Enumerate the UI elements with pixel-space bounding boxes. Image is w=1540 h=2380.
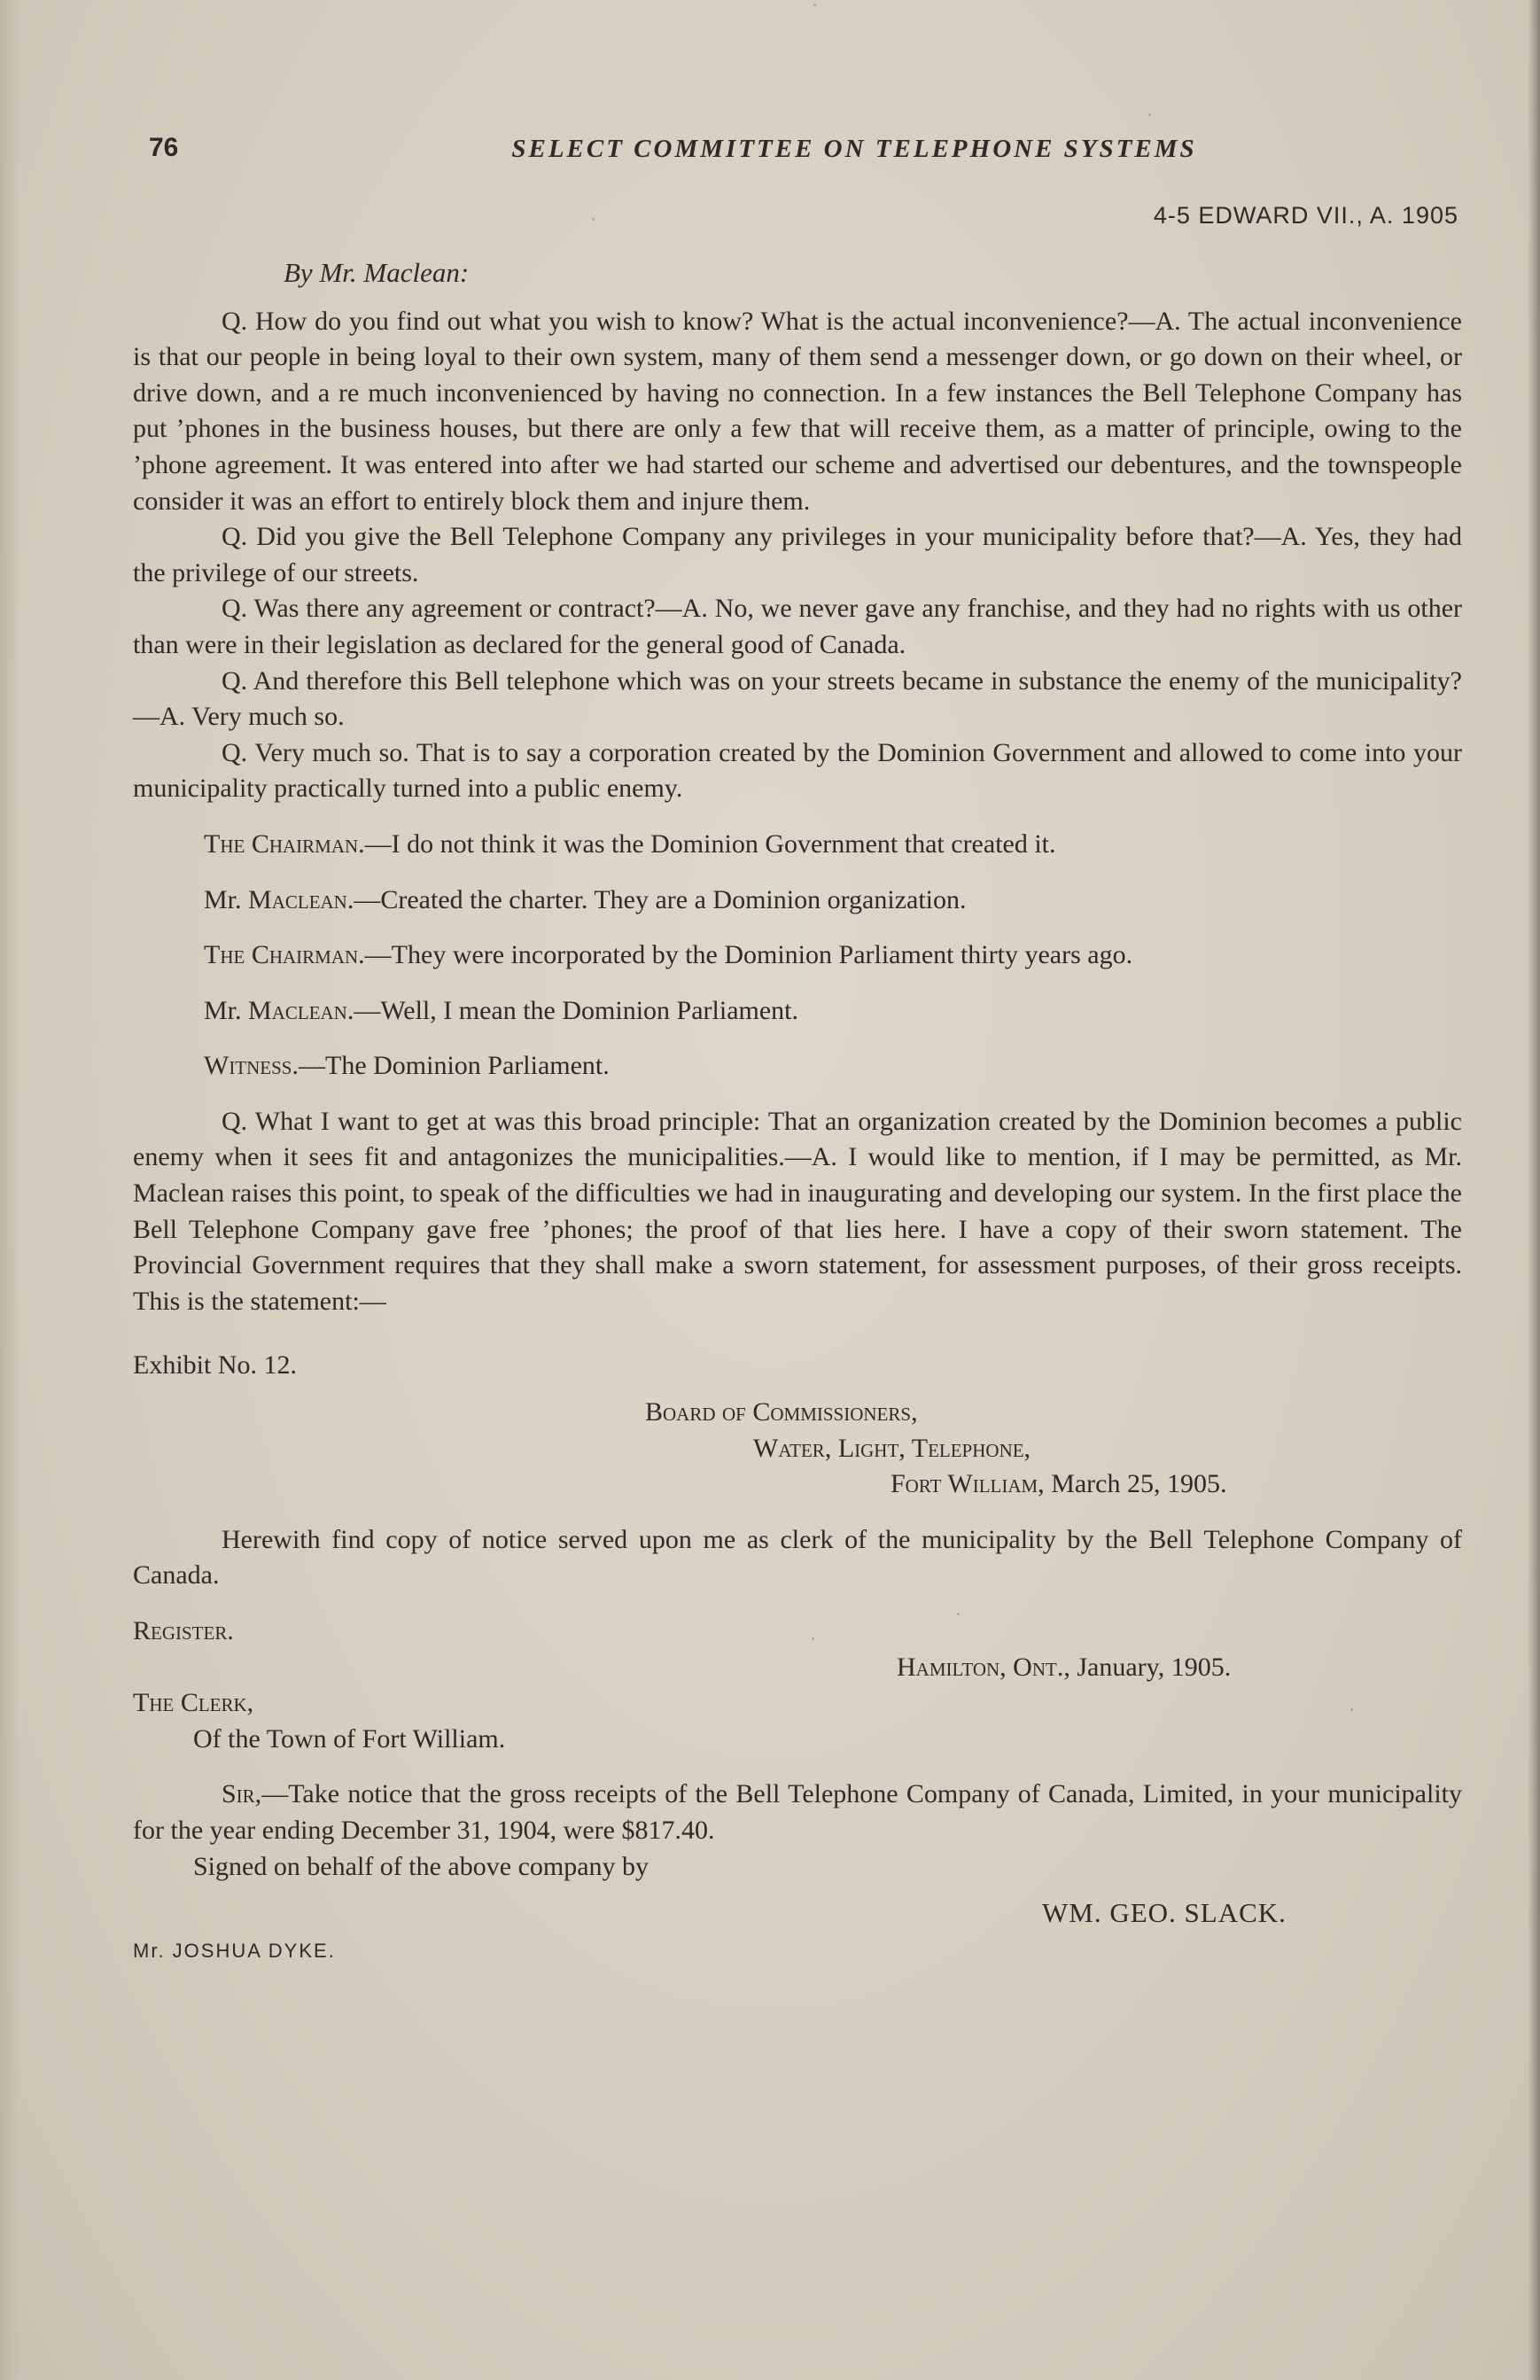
salutation: Sir, (222, 1779, 262, 1809)
dialogue-text: —Well, I mean the Dominion Parliament. (354, 995, 798, 1025)
paragraph: Q. Was there any agreement or contract?—A. No, we never gave any franchise, and they had no rights with us other than were in their legislation as declared for the general good of Canada. (133, 594, 1462, 659)
dateline-place: Hamilton, Ont., (897, 1652, 1070, 1682)
speaker-name: Witness. (204, 1051, 299, 1081)
herewith-paragraph: Herewith find copy of notice served upon me as clerk of the municipality by the Bell Telephone Company of Canada. (133, 1524, 1462, 1591)
paper-speck (813, 4, 816, 6)
dialogue-line (133, 827, 1462, 863)
page-number: 76 (149, 133, 179, 162)
register-label: Register. (133, 1616, 234, 1645)
addressee-town: Of the Town of Fort William. (193, 1723, 506, 1754)
speaker-prefix: Mr. (204, 884, 249, 914)
dialogue-text: —Created the charter. They are a Dominion organization. (354, 884, 967, 914)
paper-speck (1148, 113, 1151, 116)
dialogue-line (133, 1048, 1462, 1085)
paragraph: Q. How do you find out what you wish to know? What is the actual inconvenience?—A. The actual inconvenience is that our people in being loyal to their own system, many of them send a messenger down, or go down on their wheel, or drive down, and a re much inconvenienced by having no connection. In a few instances the Bell Telephone Company has put ’phones in the business houses, but there are only a few that will receive them, as a matter of principle, owing to the ’phone agreement. It was entered into after we had started our scheme and advertised our debentures, and the townspeople consider it was an effort to entirely block them and injure them. (133, 306, 1462, 516)
dialogue-text: —I do not think it was the Dominion Government that created it. (364, 828, 1056, 859)
page-left-edge-shading (0, 0, 19, 2380)
footer-name: Mr. JOSHUA DYKE. (133, 1939, 336, 1962)
paragraph: Q. And therefore this Bell telephone which was on your streets became in substance the enemy of the municipality?—A. Very much so. (133, 665, 1462, 732)
dialogue-line (133, 883, 1462, 919)
notice-paragraph (133, 1777, 1462, 1848)
notice-text: —Take notice that the gross receipts of the Bell Telephone Company of Canada, Limited, in your municipality for the year ending December 31, 1904, were $817.40. (133, 1779, 1462, 1845)
board-line-2: Water, Light, Telephone, (753, 1433, 1031, 1463)
paragraph: Q. Very much so. That is to say a corporation created by the Dominion Government and allowed to come into your municipality practically turned into a public enemy. (133, 737, 1462, 804)
board-place: Fort William, (891, 1469, 1045, 1499)
speaker-name: Maclean. (248, 884, 354, 914)
speaker-prefix: Mr. (204, 995, 249, 1025)
addressee: The Clerk, (133, 1688, 254, 1718)
page-right-edge-shading (1528, 0, 1540, 2380)
speaker-name: Maclean. (248, 995, 354, 1025)
session-reference: 4-5 EDWARD VII., A. 1905 (1153, 202, 1458, 229)
running-title: SELECT COMMITTEE ON TELEPHONE SYSTEMS (511, 135, 1197, 163)
paragraph: Q. What I want to get at was this broad principle: That an organization created by the Dominion becomes a public enemy when it sees fit and antagonizes the municipalities.—A. I would like to mention, if I may be permitted, as Mr. Maclean raises this point, to speak of the difficulties we had in inaugurating and developing our system. In the first place the Bell Telephone Company gave free ’phones; the proof of that lies here. I have a copy of their sworn statement. The Provincial Government requires that they shall make a sworn statement, for assessment purposes, of their gross receipts. This is the statement:— (133, 1106, 1462, 1316)
byline: By Mr. Maclean: (284, 257, 470, 288)
speaker-name: The Chairman. (204, 940, 365, 970)
paper-speck (592, 218, 595, 221)
speaker-name: The Chairman. (204, 828, 365, 859)
board-line-3 (133, 1466, 1462, 1503)
dialogue-text: —They were incorporated by the Dominion Parliament thirty years ago. (364, 940, 1133, 970)
dialogue-line (133, 993, 1462, 1030)
document-body (133, 255, 1462, 1969)
board-date: March 25, 1905. (1044, 1469, 1227, 1499)
board-line-1: Board of Commissioners, (645, 1397, 918, 1427)
dialogue-text: —The Dominion Parliament. (299, 1051, 610, 1081)
page-header (149, 133, 1453, 177)
paragraph: Q. Did you give the Bell Telephone Company any privileges in your municipality before that?—A. Yes, they had the privilege of our streets. (133, 522, 1462, 587)
notice-dateline (133, 1650, 1462, 1686)
signed-line: Signed on behalf of the above company by (193, 1851, 649, 1881)
dialogue-line (133, 937, 1462, 974)
dateline-date: January, 1905. (1069, 1652, 1232, 1682)
signer-name: WM. GEO. SLACK. (1042, 1897, 1287, 1929)
exhibit-label: Exhibit No. 12. (133, 1350, 297, 1381)
